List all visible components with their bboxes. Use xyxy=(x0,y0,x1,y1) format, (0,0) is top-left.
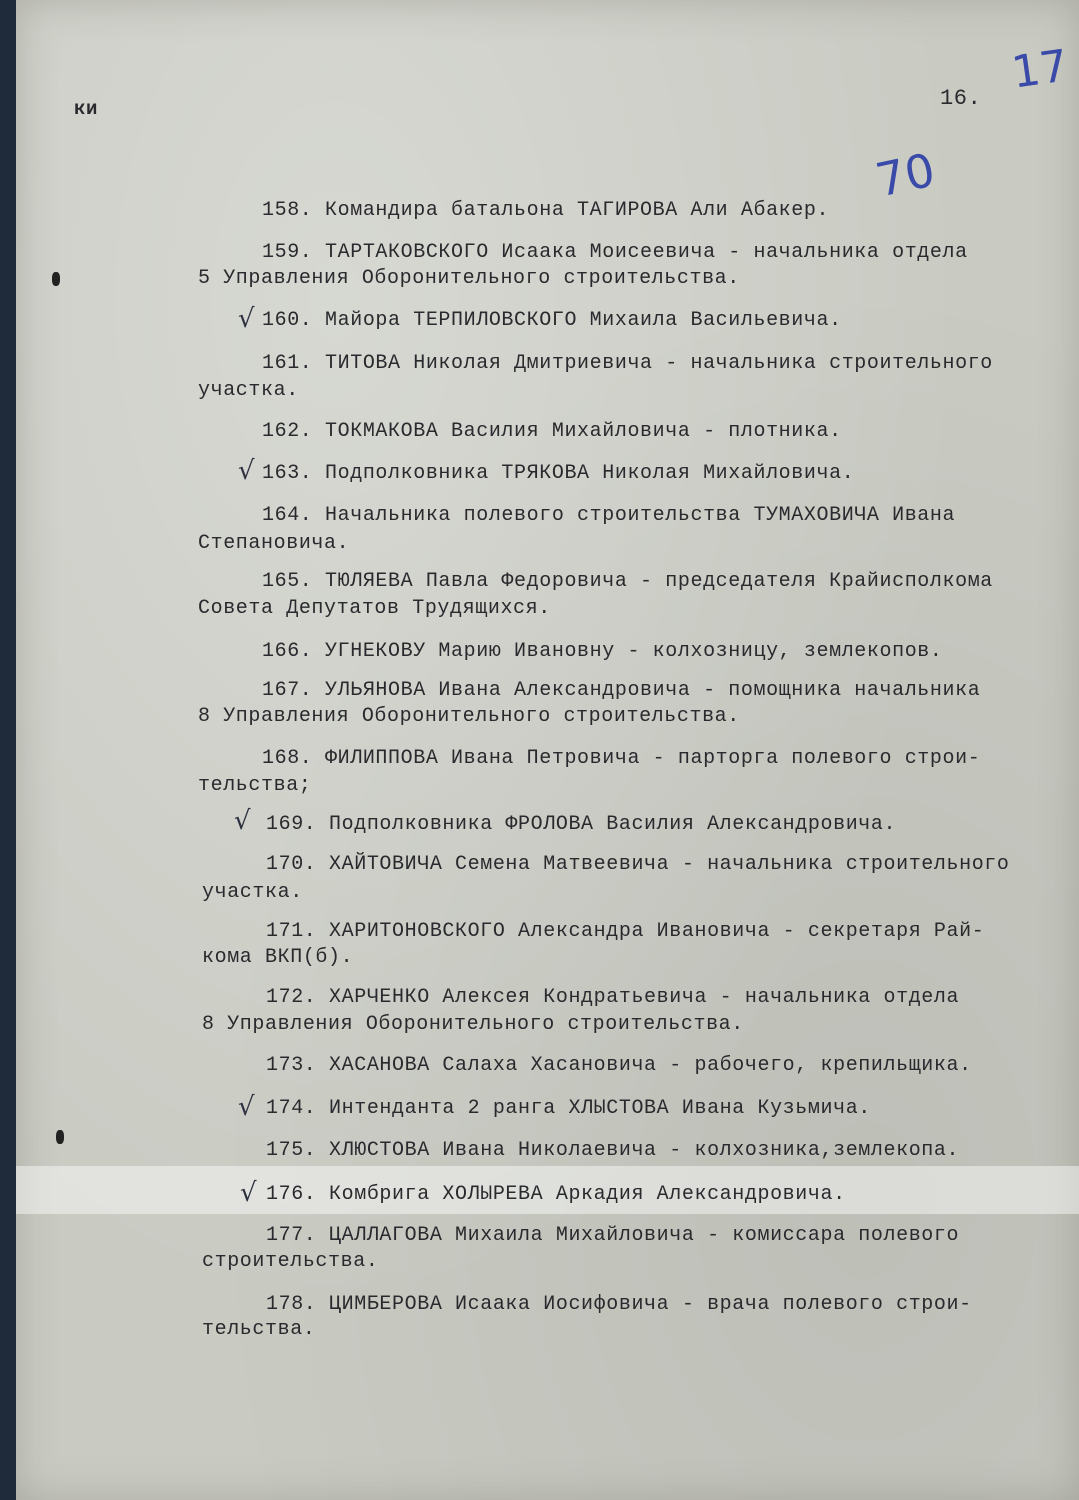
binding-hole xyxy=(52,272,60,286)
entry-line: участка. xyxy=(198,379,299,402)
entry-line: Степановича. xyxy=(198,532,350,555)
entry-line: тельства. xyxy=(202,1318,316,1341)
check-mark: √ xyxy=(238,1092,255,1122)
entry-line: 160. Майора ТЕРПИЛОВСКОГО Михаила Васильевича. xyxy=(262,309,842,332)
check-mark: √ xyxy=(238,456,255,486)
document-page xyxy=(16,0,1079,1500)
entry-line: 178. ЦИМБЕРОВА Исаака Иосифовича - врача полевого строи- xyxy=(266,1293,972,1316)
entry-line: 175. ХЛЮСТОВА Ивана Николаевича - колхозника,землекопа. xyxy=(266,1139,960,1162)
entry-line: 168. ФИЛИППОВА Ивана Петровича - парторга полевого строи- xyxy=(262,747,981,770)
pencil-page-number: 17 xyxy=(1008,40,1072,99)
entry-line: 161. ТИТОВА Николая Дмитриевича - начальника строительного xyxy=(262,352,993,375)
entry-line: 167. УЛЬЯНОВА Ивана Александровича - помощника начальника xyxy=(262,679,981,702)
entry-line: 165. ТЮЛЯЕВА Павла Федоровича - председателя Крайисполкома xyxy=(262,570,993,593)
entry-line: 172. ХАРЧЕНКО Алексея Кондратьевича - начальника отдела xyxy=(266,986,960,1009)
entry-line: 8 Управления Оборонительного строительства. xyxy=(202,1013,744,1036)
entry-line: 176. Комбрига ХОЛЫРЕВА Аркадия Александровича. xyxy=(266,1183,846,1206)
entry-line: 169. Подполковника ФРОЛОВА Василия Александровича. xyxy=(266,813,897,836)
entry-line: 174. Интенданта 2 ранга ХЛЫСТОВА Ивана Кузьмича. xyxy=(266,1097,871,1120)
header-left-fragment: ки xyxy=(74,98,99,120)
page-number: 16. xyxy=(940,86,982,111)
entry-line: кома ВКП(б). xyxy=(202,946,354,969)
entry-line: 170. ХАЙТОВИЧА Семена Матвеевича - начальника строительного xyxy=(266,853,1010,876)
check-mark: √ xyxy=(238,304,255,334)
entry-line: тельства; xyxy=(198,774,312,797)
entry-line: 171. ХАРИТОНОВСКОГО Александра Ивановича - секретаря Рай- xyxy=(266,920,985,943)
entry-line: 173. ХАСАНОВА Салаха Хасановича - рабочего, крепильщика. xyxy=(266,1054,972,1077)
entry-line: 5 Управления Оборонительного строительства. xyxy=(198,267,740,290)
pencil-mark: 70 xyxy=(871,142,940,208)
binding-hole xyxy=(56,1130,64,1144)
entry-line: 162. ТОКМАКОВА Василия Михайловича - плотника. xyxy=(262,420,842,443)
check-mark: √ xyxy=(240,1178,257,1208)
entry-line: участка. xyxy=(202,881,303,904)
entry-line: 177. ЦАЛЛАГОВА Михаила Михайловича - комиссара полевого xyxy=(266,1224,960,1247)
entry-line: Совета Депутатов Трудящихся. xyxy=(198,597,551,620)
entry-line: 158. Командира батальона ТАГИРОВА Али Абакер. xyxy=(262,199,830,222)
check-mark: √ xyxy=(234,806,251,836)
entry-line: 159. ТАРТАКОВСКОГО Исаака Моисеевича - начальника отдела xyxy=(262,241,968,264)
entry-line: 164. Начальника полевого строительства ТУМАХОВИЧА Ивана xyxy=(262,504,956,527)
entry-line: строительства. xyxy=(202,1250,379,1273)
entry-line: 8 Управления Оборонительного строительства. xyxy=(198,705,740,728)
entry-line: 163. Подполковника ТРЯКОВА Николая Михайловича. xyxy=(262,462,855,485)
entry-line: 166. УГНЕКОВУ Марию Ивановну - колхозницу, землекопов. xyxy=(262,640,943,663)
